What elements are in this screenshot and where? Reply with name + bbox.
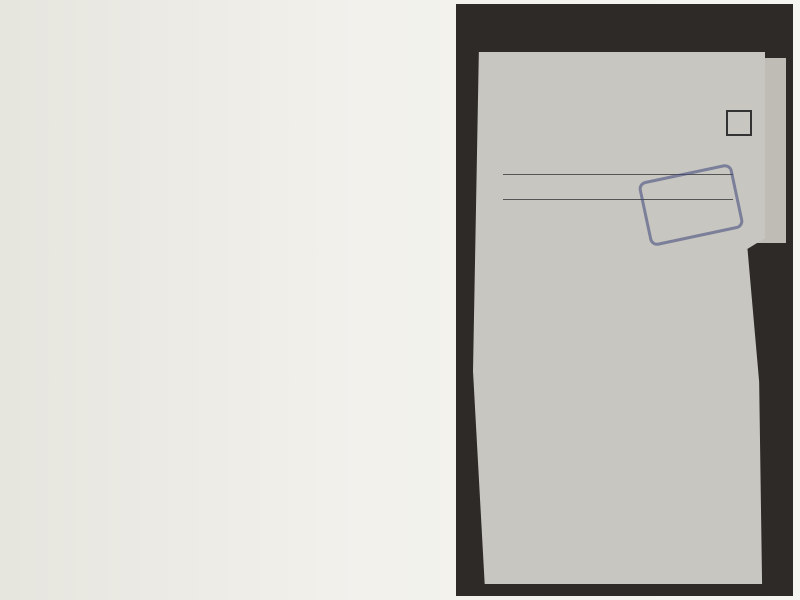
article-text (7, 7, 417, 600)
card-category-letter (726, 110, 752, 136)
ration-card-photo (456, 4, 793, 596)
ration-card (473, 52, 765, 584)
